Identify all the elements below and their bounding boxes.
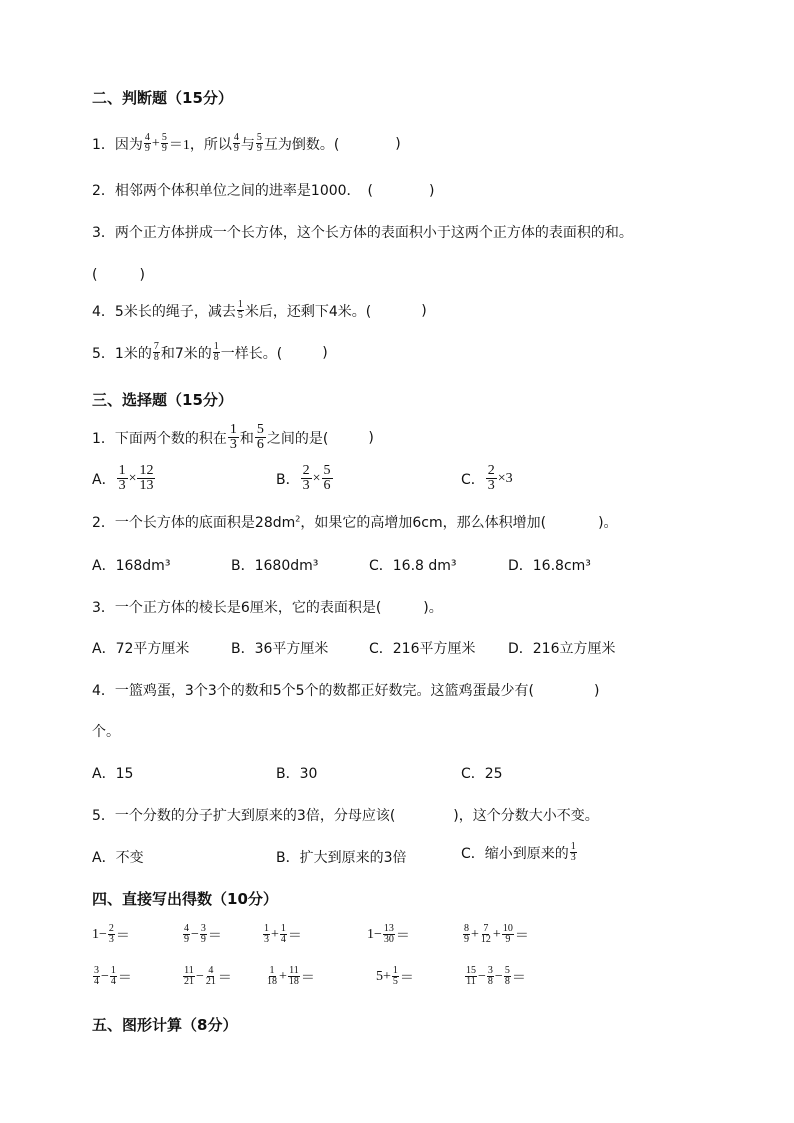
q-text: ，如果它的高增加6cm，那么体积增加( bbox=[300, 515, 547, 531]
q-text: ) bbox=[594, 683, 600, 699]
mental-calc-4 bbox=[367, 924, 410, 945]
equals-one: ＝1 bbox=[168, 137, 190, 153]
fraction: $\frac{2}{3}$ bbox=[108, 923, 114, 945]
choice-question-4-cont: 个。 bbox=[92, 724, 120, 740]
fraction: $\frac{5}{9}$ bbox=[161, 132, 167, 154]
option-c[interactable] bbox=[461, 464, 513, 493]
fraction: $\frac{1}{3}$ bbox=[570, 841, 576, 863]
mental-calc-10 bbox=[464, 966, 526, 987]
fraction: $\frac{5}{9}$ bbox=[256, 132, 262, 154]
q2-option-a[interactable]: A．168dm³ bbox=[92, 558, 171, 574]
equals-sign: ＝ bbox=[514, 928, 529, 944]
q2-option-b[interactable]: B．1680dm³ bbox=[231, 558, 319, 574]
fraction: $\frac{4}{9}$ bbox=[184, 923, 189, 945]
q5-option-b[interactable]: B．扩大到原来的3倍 bbox=[276, 850, 407, 866]
mental-calc-6 bbox=[92, 966, 132, 987]
q-text: )。 bbox=[598, 515, 618, 531]
judge-question-1 bbox=[92, 133, 401, 154]
times-three: ×3 bbox=[497, 470, 513, 486]
operator: − bbox=[101, 968, 109, 984]
fraction: $\frac{3}{9}$ bbox=[200, 923, 206, 945]
equals-sign: ＝ bbox=[511, 970, 526, 986]
q-text: ) bbox=[368, 429, 374, 446]
fraction: $\frac{7}{8}$ bbox=[153, 341, 159, 363]
fraction: $\frac{4}{9}$ bbox=[233, 132, 239, 154]
fraction: $\frac{4}{9}$ bbox=[144, 132, 150, 154]
q-text: 5．1米的 bbox=[92, 345, 152, 362]
q-number: 1． bbox=[92, 136, 115, 153]
fraction: $\frac{5}{8}$ bbox=[504, 965, 510, 987]
q2-option-d[interactable]: D．16.8cm³ bbox=[508, 558, 591, 574]
fraction: $\frac{3}{4}$ bbox=[94, 965, 99, 987]
fraction: $\frac{5}{6}$ bbox=[323, 463, 331, 493]
fraction: $\frac{8}{9}$ bbox=[464, 923, 469, 945]
q3-option-b[interactable]: B．36平方厘米 bbox=[231, 641, 329, 657]
q4-option-b[interactable]: B．30 bbox=[276, 766, 318, 782]
fraction: $\frac{1}{8}$ bbox=[213, 341, 219, 363]
times-sign: × bbox=[128, 470, 137, 486]
q-text: 1．下面两个数的积在 bbox=[92, 430, 227, 447]
operator: − bbox=[191, 926, 199, 942]
operator: − bbox=[196, 968, 204, 984]
judge-question-3-blank[interactable]: ( ) bbox=[92, 267, 145, 283]
operator: + bbox=[492, 926, 501, 942]
section-5-heading: 五、图形计算（8分） bbox=[92, 1016, 238, 1034]
q-text: 互为倒数。( bbox=[263, 136, 340, 153]
mental-calc-9 bbox=[376, 966, 414, 987]
operator: − bbox=[494, 968, 503, 984]
judge-question-5 bbox=[92, 342, 328, 363]
fraction: $\frac{1}{18}$ bbox=[267, 965, 277, 987]
q-text: 与 bbox=[240, 136, 255, 153]
option-label: B． bbox=[276, 471, 300, 488]
fraction: $\frac{1}{3}$ bbox=[229, 422, 237, 452]
q-text: 米后，还剩下4米。( bbox=[244, 303, 372, 320]
expr-text: 1− bbox=[92, 926, 107, 942]
q-text: 3．一个正方体的棱长是6厘米，它的表面积是( bbox=[92, 600, 382, 616]
operator: + bbox=[279, 968, 287, 984]
equals-sign: ＝ bbox=[207, 928, 222, 944]
expr-text: 1− bbox=[367, 926, 382, 942]
mental-calc-8 bbox=[265, 966, 315, 987]
mental-calc-5 bbox=[462, 924, 529, 945]
mental-calc-1 bbox=[92, 924, 130, 945]
q-text: 2．一个长方体的底面积是28dm bbox=[92, 515, 296, 531]
equals-sign: ＝ bbox=[117, 970, 132, 986]
mental-calc-3 bbox=[262, 924, 302, 945]
fraction: $\frac{1}{3}$ bbox=[264, 923, 269, 945]
q-text: ) bbox=[421, 302, 427, 319]
fraction: $\frac{12}{13}$ bbox=[139, 463, 154, 493]
fraction: $\frac{1}{5}$ bbox=[237, 299, 243, 321]
q-text: 和7米的 bbox=[160, 345, 212, 362]
choice-question-2 bbox=[92, 512, 618, 532]
judge-question-3: 3．两个正方体拼成一个长方体，这个长方体的表面积小于这两个正方体的表面积的和。 bbox=[92, 225, 633, 241]
fraction: $\frac{3}{8}$ bbox=[487, 965, 493, 987]
section-2-heading: 二、判断题（15分） bbox=[92, 89, 233, 107]
q4-option-c[interactable]: C．25 bbox=[461, 766, 503, 782]
q3-option-d[interactable]: D．216立方厘米 bbox=[508, 641, 616, 657]
fraction: $\frac{1}{4}$ bbox=[280, 923, 286, 945]
q-text: 因为 bbox=[114, 136, 143, 153]
q-text: ) bbox=[395, 135, 401, 152]
option-a[interactable] bbox=[92, 464, 156, 493]
choice-question-1 bbox=[92, 423, 374, 452]
judge-question-4 bbox=[92, 300, 427, 321]
superscript: 2 bbox=[295, 514, 301, 524]
operator: + bbox=[471, 926, 479, 942]
fraction: $\frac{2}{3}$ bbox=[487, 463, 495, 493]
choice-question-3 bbox=[92, 597, 443, 617]
q-text: 之间的是( bbox=[266, 430, 329, 447]
fraction: $\frac{4}{21}$ bbox=[205, 965, 216, 987]
q-text: 4．一篮鸡蛋，3个3个的数和5个5个的数都正好数完。这篮鸡蛋最少有( bbox=[92, 683, 534, 699]
equals-sign: ＝ bbox=[217, 970, 232, 986]
fraction: $\frac{13}{30}$ bbox=[383, 923, 394, 945]
q5-option-a[interactable]: A．不变 bbox=[92, 850, 144, 866]
equals-sign: ＝ bbox=[300, 970, 315, 986]
q2-option-c[interactable]: C．16.8 dm³ bbox=[369, 558, 457, 574]
fraction: $\frac{11}{21}$ bbox=[184, 965, 194, 987]
section-4-heading: 四、直接写出得数（10分） bbox=[92, 890, 278, 908]
judge-question-2: 2．相邻两个体积单位之间的进率是1000． ( ) bbox=[92, 183, 435, 199]
option-text: C．缩小到原来的 bbox=[461, 845, 569, 862]
option-b[interactable] bbox=[276, 464, 334, 493]
equals-sign: ＝ bbox=[115, 928, 130, 944]
q-text: 5．一个分数的分子扩大到原来的3倍，分母应该( bbox=[92, 808, 396, 824]
q-text: )。 bbox=[423, 600, 443, 616]
fraction: $\frac{7}{12}$ bbox=[480, 923, 491, 945]
option-label: C． bbox=[461, 471, 485, 488]
fraction: $\frac{1}{3}$ bbox=[118, 463, 126, 493]
q-text: 一样长。( bbox=[220, 345, 283, 362]
mental-calc-2 bbox=[182, 924, 222, 945]
fraction: $\frac{1}{4}$ bbox=[110, 965, 116, 987]
option-label: A． bbox=[92, 471, 116, 488]
times-sign: × bbox=[312, 470, 321, 486]
q-text: 4．5米长的绳子，减去 bbox=[92, 303, 236, 320]
mental-calc-7 bbox=[182, 966, 232, 987]
equals-sign: ＝ bbox=[395, 928, 410, 944]
choice-question-4 bbox=[92, 680, 599, 700]
section-3-heading: 三、选择题（15分） bbox=[92, 391, 233, 409]
q-text: )，这个分数大小不变。 bbox=[453, 808, 599, 824]
q3-option-c[interactable]: C．216平方厘米 bbox=[369, 641, 476, 657]
operator: − bbox=[478, 968, 486, 984]
fraction: $\frac{1}{5}$ bbox=[392, 965, 398, 987]
q5-option-c[interactable] bbox=[461, 842, 578, 863]
fraction: $\frac{11}{18}$ bbox=[288, 965, 299, 987]
q3-option-a[interactable]: A．72平方厘米 bbox=[92, 641, 190, 657]
q4-option-a[interactable]: A．15 bbox=[92, 766, 134, 782]
operator: + bbox=[271, 926, 279, 942]
fraction: $\frac{15}{11}$ bbox=[466, 965, 476, 987]
expr-text: 5+ bbox=[376, 968, 391, 984]
plus-sign: + bbox=[151, 135, 160, 151]
fraction: $\frac{10}{9}$ bbox=[502, 923, 513, 945]
choice-question-5 bbox=[92, 805, 599, 825]
equals-sign: ＝ bbox=[287, 928, 302, 944]
q-text: ) bbox=[322, 344, 328, 361]
fraction: $\frac{5}{6}$ bbox=[256, 422, 264, 452]
fraction: $\frac{2}{3}$ bbox=[302, 463, 310, 493]
equals-sign: ＝ bbox=[399, 970, 414, 986]
q-text: ，所以 bbox=[189, 136, 232, 153]
q-text: 和 bbox=[239, 430, 254, 447]
